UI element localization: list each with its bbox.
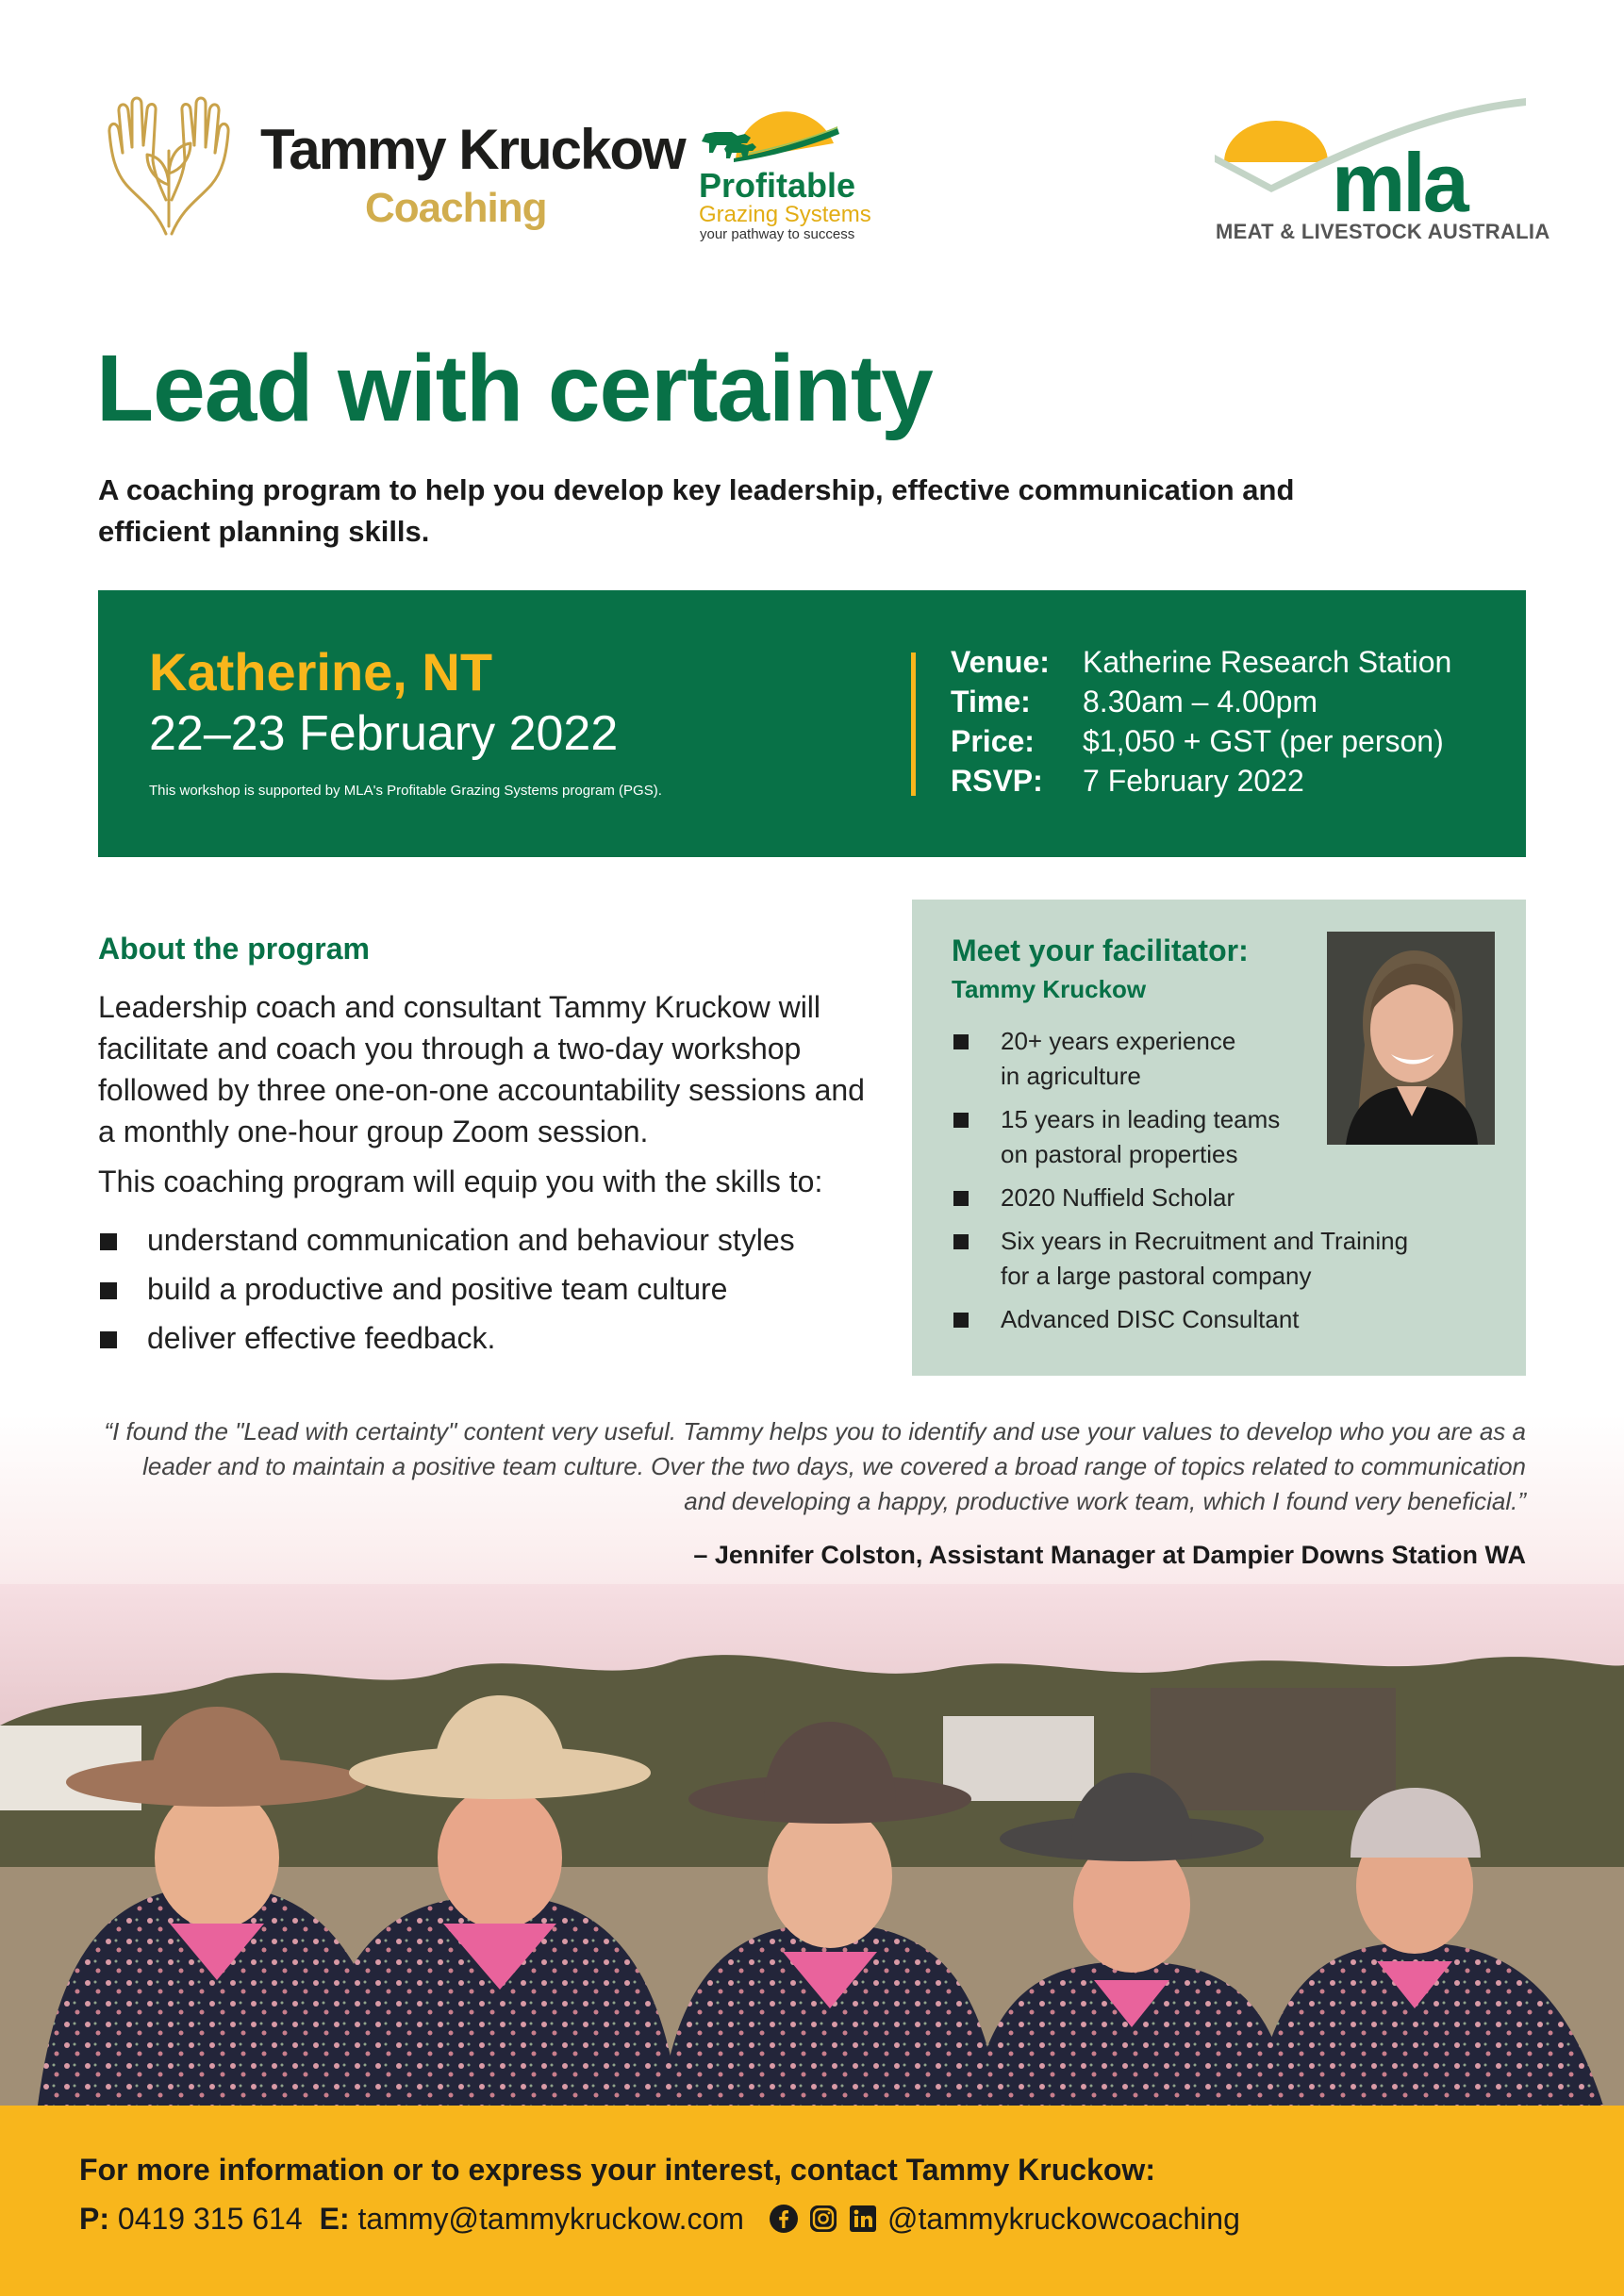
skills-list — [98, 1219, 795, 1366]
band-divider — [911, 652, 916, 796]
point-line: Six years in Recruitment and Training — [1001, 1227, 1409, 1255]
list-item — [952, 1302, 1408, 1337]
open-hands-icon — [98, 94, 240, 238]
square-bullet-icon — [953, 1191, 969, 1206]
event-detail-price — [951, 724, 1451, 764]
facebook-icon[interactable] — [769, 2204, 799, 2234]
skill-text: deliver effective feedback. — [147, 1321, 496, 1355]
mla-sun-mark-icon — [1215, 94, 1526, 217]
testimonial-quote: “I found the "Lead with certainty" content very useful. Tammy helps you to identify and use your values to develop who you are as a leader and to maintain a positive team culture. Over the two days, we covered a broad range of topics related to communication and developing a happy, productive work team, which I found very beneficial.” — [104, 1417, 1526, 1515]
point-line: 2020 Nuffield Scholar — [1001, 1183, 1235, 1212]
facilitator-name: Tammy Kruckow — [952, 975, 1147, 1003]
tk-logo-name: Tammy Kruckow — [260, 118, 685, 181]
point-line: 15 years in leading teams — [1001, 1105, 1281, 1133]
email-link[interactable]: tammy@tammykruckow.com — [357, 2201, 744, 2236]
list-item — [952, 1224, 1408, 1294]
about-intro: This coaching program will equip you with the skills to: — [98, 1165, 823, 1198]
page-title: Lead with certainty — [96, 336, 933, 441]
phone-label: P: — [79, 2201, 109, 2236]
detail-value: 8.30am – 4.00pm — [1083, 685, 1318, 719]
skill-text: understand communication and behaviour styles — [147, 1223, 795, 1257]
event-support-note: This workshop is supported by MLA's Profitable Grazing Systems program (PGS). — [149, 783, 662, 799]
point-line: 20+ years experience — [1001, 1027, 1236, 1055]
point-line: for a large pastoral company — [1001, 1262, 1312, 1290]
event-dates: 22–23 February 2022 — [149, 706, 619, 761]
detail-label: RSVP: — [951, 764, 1043, 798]
event-details-band — [98, 590, 1526, 857]
pgs-logo-line1: Profitable — [699, 166, 856, 205]
facilitator-heading: Meet your facilitator: — [952, 933, 1249, 967]
pgs-logo-line2: Grazing Systems — [699, 202, 871, 227]
footer-contact-line — [79, 2200, 1240, 2238]
facilitator-points — [952, 1024, 1408, 1346]
instagram-icon[interactable] — [808, 2204, 838, 2234]
pgs-logo-tagline: your pathway to success — [700, 226, 855, 242]
detail-label: Price: — [951, 724, 1035, 758]
list-item — [98, 1219, 795, 1268]
square-bullet-icon — [100, 1331, 117, 1348]
facilitator-panel — [912, 900, 1526, 1376]
footer-cta: For more information or to express your interest, contact Tammy Kruckow: — [79, 2153, 1155, 2187]
detail-label: Time: — [951, 685, 1031, 719]
linkedin-icon[interactable] — [848, 2204, 878, 2234]
point-line: Advanced DISC Consultant — [1001, 1305, 1300, 1333]
email-label: E: — [319, 2201, 350, 2236]
tammy-kruckow-coaching-logo — [98, 94, 685, 245]
square-bullet-icon — [953, 1113, 969, 1128]
mla-logo-subtitle: MEAT & LIVESTOCK AUSTRALIA — [1216, 220, 1550, 243]
mla-wordmark: mla — [1332, 136, 1467, 217]
contact-footer — [0, 2106, 1624, 2296]
event-detail-time — [951, 685, 1451, 724]
list-item — [952, 1024, 1408, 1094]
point-line: on pastoral properties — [1001, 1140, 1238, 1168]
point-line: in agriculture — [1001, 1062, 1141, 1090]
profitable-grazing-systems-logo — [696, 94, 875, 245]
square-bullet-icon — [100, 1282, 117, 1299]
list-item — [952, 1181, 1408, 1215]
group-photo-image — [0, 1584, 1624, 2106]
list-item — [98, 1317, 795, 1366]
skill-text: build a productive and positive team culture — [147, 1272, 728, 1306]
square-bullet-icon — [953, 1313, 969, 1328]
about-heading: About the program — [98, 932, 370, 966]
event-detail-venue — [951, 645, 1451, 685]
list-item — [952, 1102, 1408, 1172]
list-item — [98, 1268, 795, 1317]
detail-value: $1,050 + GST (per person) — [1083, 724, 1444, 758]
about-paragraph: Leadership coach and consultant Tammy Kruckow will facilitate and coach you through a two-day workshop followed by three one-on-one accountability sessions and a monthly one-hour group Zoom session. — [98, 990, 865, 1148]
detail-label: Venue: — [951, 645, 1050, 679]
detail-value: 7 February 2022 — [1083, 764, 1304, 798]
tk-logo-coaching: Coaching — [365, 185, 547, 231]
square-bullet-icon — [953, 1034, 969, 1049]
group-photo — [0, 1584, 1624, 2106]
event-detail-rsvp — [951, 764, 1451, 803]
square-bullet-icon — [953, 1234, 969, 1249]
sun-and-cattle-icon — [696, 94, 875, 170]
testimonial-attribution: – Jennifer Colston, Assistant Manager at Dampier Downs Station WA — [693, 1541, 1526, 1569]
square-bullet-icon — [100, 1233, 117, 1250]
event-detail-list — [951, 645, 1451, 803]
detail-value: Katherine Research Station — [1083, 645, 1452, 679]
phone-number[interactable]: 0419 315 614 — [117, 2201, 303, 2236]
mla-logo — [1215, 94, 1550, 250]
page-subtitle: A coaching program to help you develop key leadership, effective communication and efficient planning skills. — [98, 473, 1295, 548]
social-handle[interactable]: @tammykruckowcoaching — [887, 2201, 1240, 2236]
event-location: Katherine, NT — [149, 642, 493, 702]
